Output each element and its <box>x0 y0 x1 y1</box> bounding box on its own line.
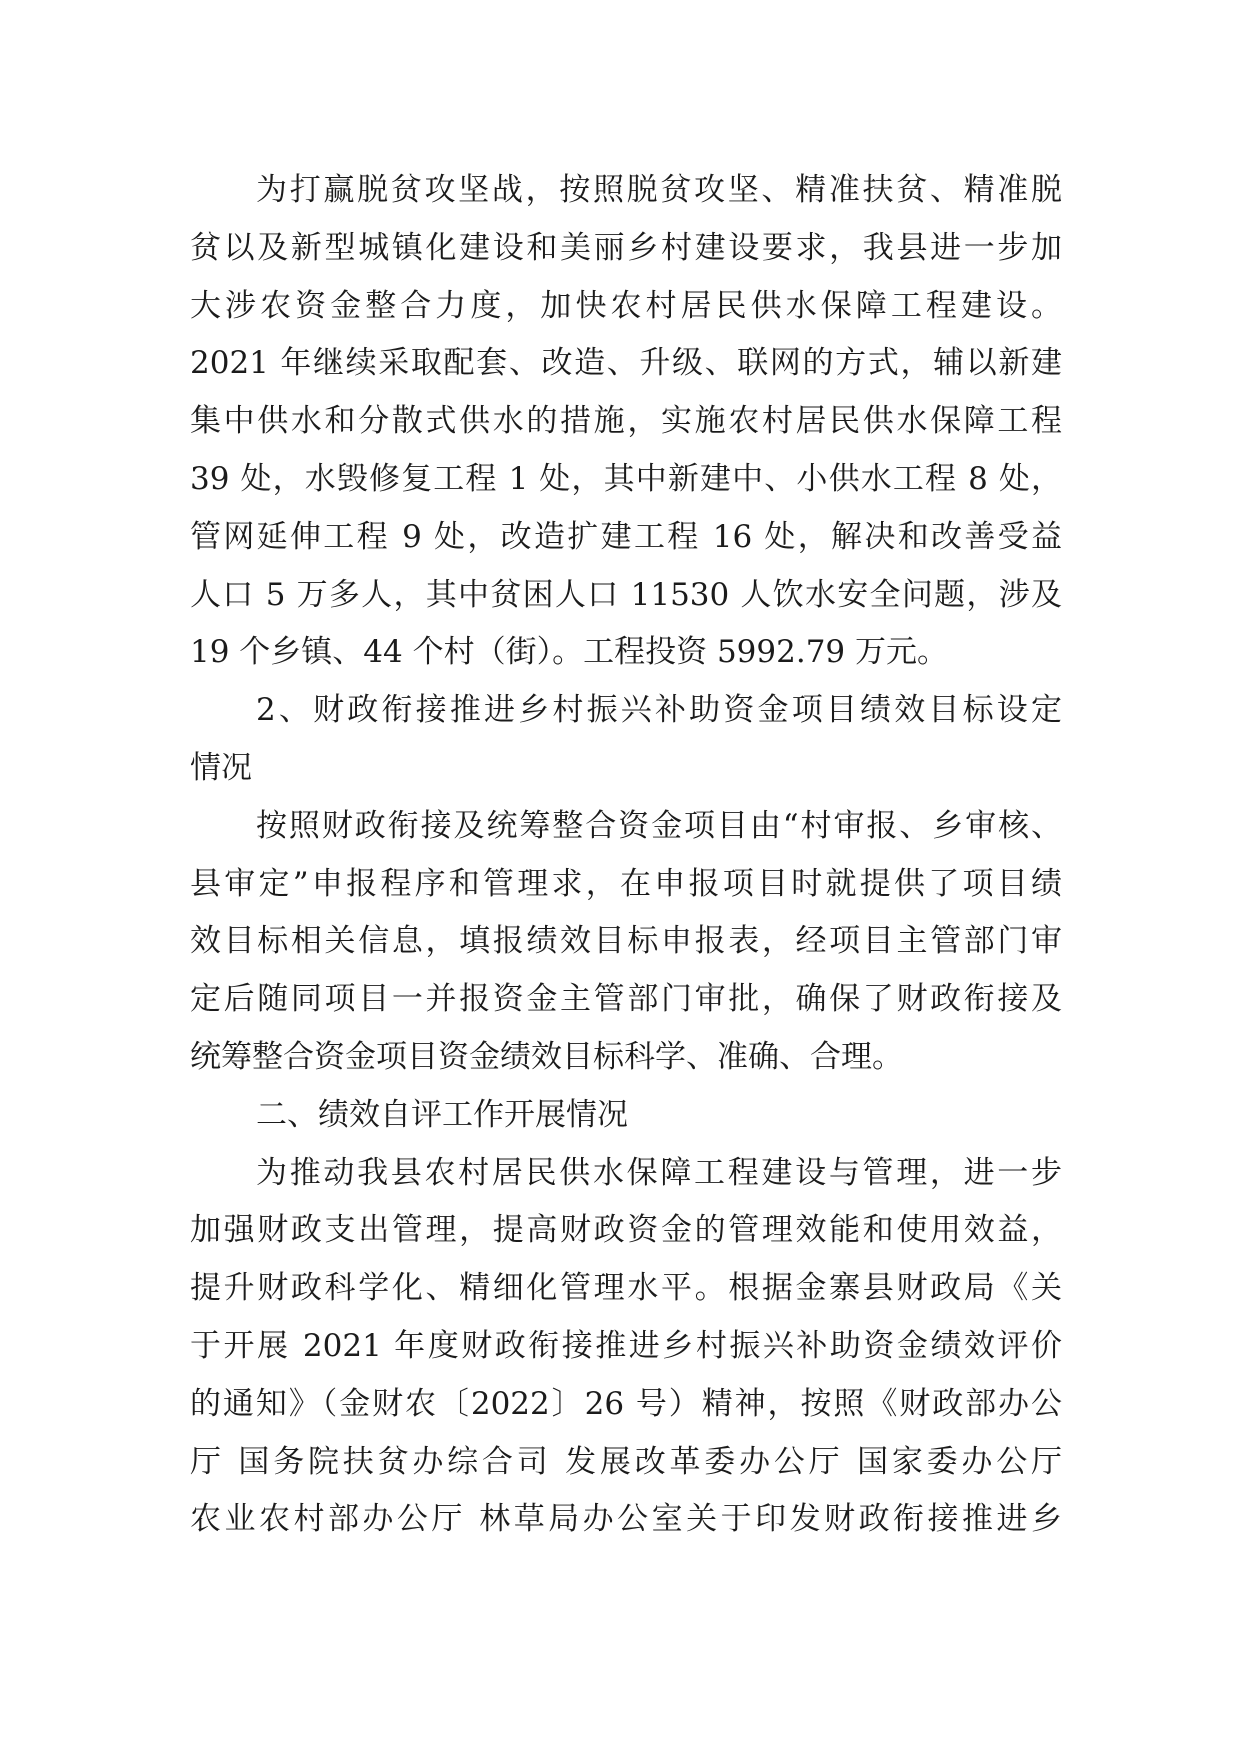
text-line: 二、绩效自评工作开展情况 <box>256 1096 628 1133</box>
text-line: 提升财政科学化、精细化管理水平。根据金寨县财政局《关 <box>190 1270 1062 1307</box>
text-line: 为打赢脱贫攻坚战，按照脱贫攻坚、精准扶贫、精准脱 <box>256 172 1062 208</box>
body-text <box>190 162 1062 1549</box>
text-line: 的通知》（金财农〔2022〕26 号）精神，按照《财政部办公 <box>190 1385 1062 1422</box>
text-line: 贫以及新型城镇化建设和美丽乡村建设要求，我县进一步加 <box>190 229 1062 266</box>
text-line: 情况 <box>190 749 252 786</box>
text-line: 农业农村部办公厅 林草局办公室关于印发财政衔接推进乡 <box>190 1501 1062 1538</box>
text-line: 集中供水和分散式供水的措施，实施农村居民供水保障工程 <box>190 403 1062 440</box>
text-line: 统筹整合资金项目资金绩效目标科学、准确、合理。 <box>190 1038 903 1075</box>
text-line: 定后随同项目一并报资金主管部门审批，确保了财政衔接及 <box>190 981 1062 1018</box>
text-line: 2、财政衔接推进乡村振兴补助资金项目绩效目标设定 <box>256 692 1062 729</box>
text-line: 2021 年继续采取配套、改造、升级、联网的方式，辅以新建 <box>190 345 1062 382</box>
text-line: 按照财政衔接及统筹整合资金项目由“村审报、乡审核、 <box>256 807 1062 844</box>
text-line: 厅 国务院扶贫办综合司 发展改革委办公厅 国家委办公厅 <box>190 1443 1062 1480</box>
text-line: 加强财政支出管理，提高财政资金的管理效能和使用效益， <box>190 1212 1062 1249</box>
text-line: 大涉农资金整合力度，加快农村居民供水保障工程建设。 <box>190 287 1062 324</box>
text-line: 县审定”申报程序和管理求，在申报项目时就提供了项目绩 <box>190 865 1062 902</box>
text-line: 19 个乡镇、44 个村（街）。工程投资 5992.79 万元。 <box>190 634 948 671</box>
text-line: 39 处，水毁修复工程 1 处，其中新建中、小供水工程 8 处， <box>190 460 1062 497</box>
text-line: 人口 5 万多人，其中贫困人口 11530 人饮水安全问题，涉及 <box>190 576 1062 613</box>
text-line: 效目标相关信息，填报绩效目标申报表，经项目主管部门审 <box>190 923 1062 960</box>
text-line: 为推动我县农村居民供水保障工程建设与管理，进一步 <box>256 1154 1062 1191</box>
text-line: 管网延伸工程 9 处，改造扩建工程 16 处，解决和改善受益 <box>190 518 1062 555</box>
text-line: 于开展 2021 年度财政衔接推进乡村振兴补助资金绩效评价 <box>190 1327 1062 1364</box>
